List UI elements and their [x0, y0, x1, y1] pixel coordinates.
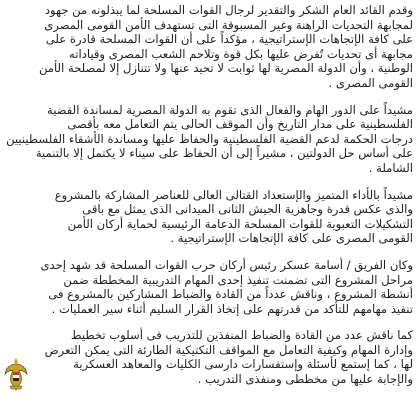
paragraph-line: لها ، كما إستمع لأسئلة وإستفسارات دارسى الكليات والمعاهد العسكرية: [73, 357, 413, 372]
post-paragraph: [4, 103, 413, 176]
paragraph-line: القومى المصرى .: [328, 75, 413, 90]
paragraph-line: وإدارة المهام وكيفية التعامل مع المواقف التكتيكية الطارئة التى يمكن التعرض: [44, 342, 413, 357]
post-paragraph: [4, 258, 413, 316]
paragraph-line: تنفيذ مهامهم للتأكد من قدرتهم على إتخاذ القرار السليم أثناء سير العمليات .: [51, 301, 413, 316]
paragraph-line: القومى المصرى على كافة الإتجاهات الإستراتيجية .: [170, 231, 413, 246]
post-paragraph: [4, 328, 413, 386]
paragraph-line: على أساس حل الدولتين ، مشيراً إلى أن الحفاظ على سيناء لا يكتمل إلا بالتنمية: [35, 146, 413, 161]
paragraph-line: والذى عكس قدرة وجاهزية الجيش الثانى الميدانى الذى يمثل مع باقى: [82, 202, 413, 217]
paragraph-line: مراحل المشروع التى تضمنت تنفيذ إحدى المهام التدريبية المخططة ضمن: [63, 272, 413, 287]
post-paragraph: [4, 188, 413, 246]
paragraph-line: درجات الحكمة لدعم القضية الفلسطينية والحفاظ عليها ومساندة الأشقاء الفلسطينيين: [6, 131, 413, 146]
post-paragraph: [4, 3, 413, 91]
paragraph-line: الفلسطينية على مدار التاريخ وأن الموقف الحالى يتم التعامل معه بأقصى: [67, 117, 413, 132]
paragraph-line: الشاملة .: [368, 160, 413, 175]
paragraph-line: الوطنية ، وأن الدولة المصرية لها ثوابت لا تحيد عنها ولا تتنازل إلا لمصلحة الأمن: [38, 61, 413, 76]
post-body: [4, 3, 413, 399]
paragraph-line: مجابهة أى تحديات تُفرض عليها بكل قوة وتلاحم الشعب المصرى وقياداته: [69, 46, 413, 61]
paragraph-line: كما ناقش عدد من القادة والضباط المنفذين للتدريب فى أسلوب تخطيط: [70, 328, 413, 343]
paragraph-line: وكان الفريق / أسامة عسكر رئيس أركان حرب القوات المسلحة قد شهد إحدى: [40, 257, 413, 272]
paragraph-line: مشيداً على الدور الهام والفعال الذى تقوم به الدولة المصرية لمساندة القضية: [47, 102, 413, 117]
eagle-emblem-icon: [4, 356, 28, 392]
paragraph-line: على كافة الإتجاهات الإستراتيجية ، مؤكداً على أن القوات المسلحة قادرة على: [45, 32, 413, 47]
paragraph-line: مشيداً بالأداء المتميز والإستعداد القتالى العالى للعناصر المشاركة بالمشروع: [54, 187, 413, 202]
paragraph-line: أنشطة المشروع ، وناقش عدداً من القادة والضباط المشاركين بالمشروع فى: [48, 287, 413, 302]
paragraph-line: وقدم القائد العام الشكر والتقدير لرجال القوات المسلحة لما يبذلونه من جهود: [44, 3, 413, 17]
paragraph-line: والإجابة عليها من مخططى ومنفذى التدريب .: [197, 372, 413, 387]
paragraph-line: لمجابهة التحديات الراهنة وغير المسبوقة التى تستهدف الأمن القومى المصرى: [44, 17, 413, 32]
paragraph-line: التشكيلات التعبوية للقوات المسلحة الدعامة الرئيسية لحماية أركان الأمن: [67, 216, 413, 231]
